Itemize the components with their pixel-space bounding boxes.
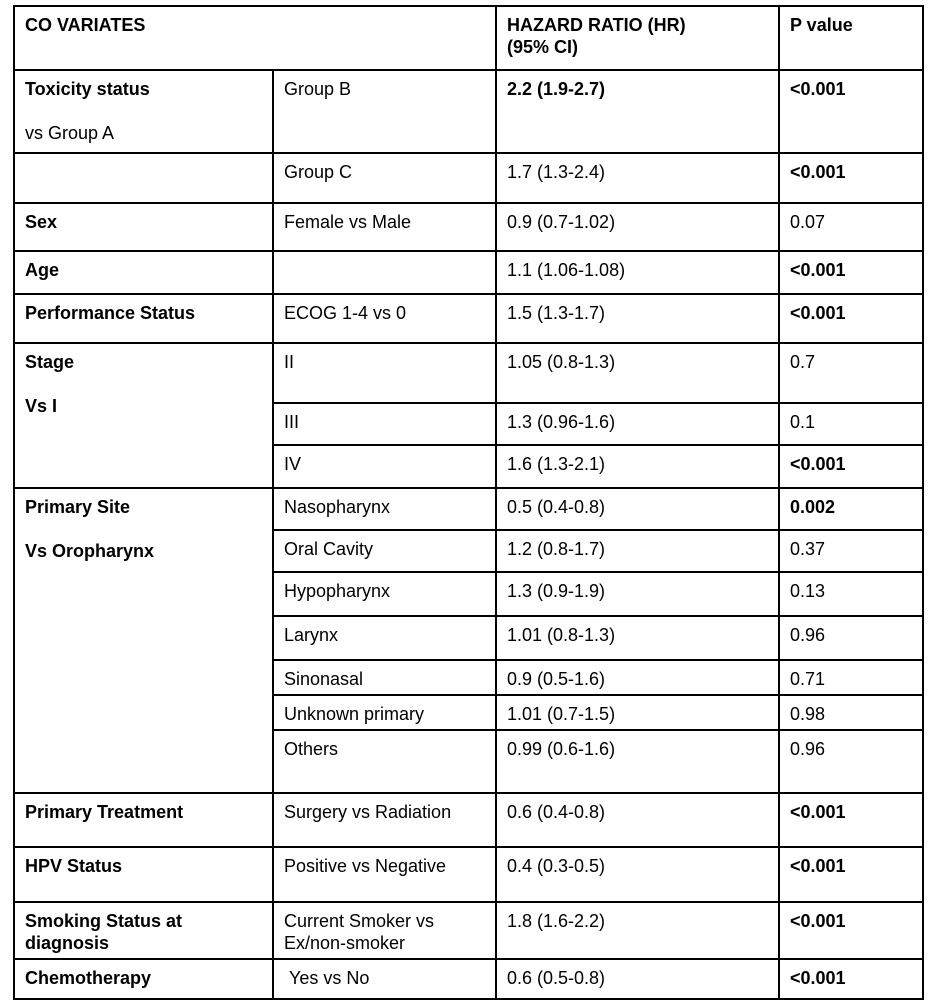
cell-text: <0.001 (790, 802, 846, 822)
cell-text: 1.6 (1.3-2.1) (507, 454, 606, 474)
table-cell (273, 153, 496, 203)
cell-text: 0.37 (790, 539, 826, 559)
table-row (14, 343, 923, 403)
cell-text: 1.3 (0.9-1.9) (507, 581, 606, 601)
cell-text: 0.1 (790, 412, 816, 432)
table-cell (273, 959, 496, 999)
table-cell (14, 251, 273, 294)
cell-text: 0.07 (790, 212, 826, 232)
cell-text: 1.2 (0.8-1.7) (507, 539, 606, 559)
cell-text: Oral Cavity (284, 539, 374, 559)
cell-text: HPV Status (25, 856, 123, 876)
header-cell (14, 6, 496, 70)
table-cell (496, 847, 779, 902)
table-cell (14, 294, 273, 343)
cell-text: <0.001 (790, 303, 846, 323)
cell-text: P value (790, 15, 853, 35)
table-row (14, 847, 923, 902)
cell-text: 1.3 (0.96-1.6) (507, 412, 616, 432)
table-cell (779, 203, 923, 251)
table-cell (14, 488, 273, 793)
table-cell (496, 251, 779, 294)
cell-text: Unknown primary (284, 704, 425, 724)
cell-text: 1.01 (0.8-1.3) (507, 625, 616, 645)
cell-text: Stage (25, 352, 75, 372)
cell-text: 0.98 (790, 704, 826, 724)
cell-text: Smoking Status at diagnosis (25, 911, 188, 953)
table-cell (14, 902, 273, 959)
cell-text (25, 100, 262, 122)
table-cell (273, 530, 496, 572)
table-cell (14, 793, 273, 847)
cell-text: ECOG 1-4 vs 0 (284, 303, 407, 323)
table-cell (779, 660, 923, 695)
table-cell (779, 902, 923, 959)
table-cell (496, 488, 779, 530)
cell-text: 1.7 (1.3-2.4) (507, 162, 606, 182)
table-cell (14, 153, 273, 203)
table-cell (496, 572, 779, 616)
cell-text (25, 518, 262, 540)
table-cell (496, 616, 779, 660)
table-cell (779, 847, 923, 902)
cell-text: 2.2 (1.9-2.7) (507, 79, 606, 99)
table-cell (496, 959, 779, 999)
cell-text: Performance Status (25, 303, 196, 323)
cell-text: 0.4 (0.3-0.5) (507, 856, 606, 876)
table-cell (273, 70, 496, 153)
cell-text: Group C (284, 162, 353, 182)
table-cell (14, 70, 273, 153)
cell-text: <0.001 (790, 856, 846, 876)
cell-text: Yes vs No (284, 968, 370, 988)
table-cell (779, 793, 923, 847)
cell-text: <0.001 (790, 162, 846, 182)
cell-text: Age (25, 260, 60, 280)
table-cell (273, 847, 496, 902)
table-cell (14, 847, 273, 902)
cell-text: Female vs Male (284, 212, 412, 232)
cell-text: CO VARIATES (25, 15, 146, 35)
table-row (14, 902, 923, 959)
cell-text: 0.7 (790, 352, 816, 372)
cell-text: 0.5 (0.4-0.8) (507, 497, 606, 517)
cell-text: 0.9 (0.7-1.02) (507, 212, 616, 232)
table-cell (273, 294, 496, 343)
table-cell (779, 343, 923, 403)
table-container (13, 5, 924, 1000)
table-cell (779, 959, 923, 999)
header-cell (779, 6, 923, 70)
cell-text: 1.05 (0.8-1.3) (507, 352, 616, 372)
cell-text: Current Smoker vs Ex/non-smoker (284, 911, 440, 953)
table-cell (779, 730, 923, 793)
cell-text (25, 373, 262, 395)
table-body (14, 70, 923, 999)
table-cell (779, 616, 923, 660)
table-cell (273, 343, 496, 403)
cell-text: <0.001 (790, 911, 846, 931)
table-row (14, 251, 923, 294)
table-cell (273, 902, 496, 959)
cell-text: Vs I (25, 396, 58, 416)
cell-text: III (284, 412, 300, 432)
cell-text: Sinonasal (284, 669, 364, 689)
table-cell (273, 488, 496, 530)
table-cell (779, 153, 923, 203)
table-cell (779, 572, 923, 616)
cell-text: 1.01 (0.7-1.5) (507, 704, 616, 724)
table-cell (779, 403, 923, 445)
cell-text: <0.001 (790, 968, 846, 988)
table-row (14, 70, 923, 153)
table-cell (496, 294, 779, 343)
cell-text: Surgery vs Radiation (284, 802, 452, 822)
table-cell (273, 660, 496, 695)
table-cell (273, 445, 496, 488)
table-cell (496, 343, 779, 403)
cell-text: HAZARD RATIO (HR) (507, 15, 686, 35)
hazard-ratio-table (13, 5, 924, 1000)
table-cell (779, 445, 923, 488)
table-cell (496, 695, 779, 730)
table-cell (779, 294, 923, 343)
cell-text: Positive vs Negative (284, 856, 447, 876)
cell-text: <0.001 (790, 454, 846, 474)
cell-text: 0.6 (0.4-0.8) (507, 802, 606, 822)
table-cell (779, 530, 923, 572)
table-cell (779, 251, 923, 294)
cell-text: 0.71 (790, 669, 826, 689)
table-cell (779, 695, 923, 730)
cell-text: IV (284, 454, 302, 474)
cell-text: 0.96 (790, 739, 826, 759)
table-cell (496, 660, 779, 695)
table-cell (273, 695, 496, 730)
table-cell (496, 403, 779, 445)
header-row (14, 6, 923, 70)
cell-text: 0.9 (0.5-1.6) (507, 669, 606, 689)
cell-text: Sex (25, 212, 58, 232)
cell-text: Nasopharynx (284, 497, 391, 517)
table-cell (496, 902, 779, 959)
table-cell (273, 251, 496, 294)
cell-text: II (284, 352, 295, 372)
table-cell (779, 488, 923, 530)
table-cell (273, 793, 496, 847)
cell-text: 0.96 (790, 625, 826, 645)
table-cell (779, 70, 923, 153)
table-cell (14, 203, 273, 251)
table-cell (496, 203, 779, 251)
cell-text: Primary Treatment (25, 802, 184, 822)
table-row (14, 959, 923, 999)
cell-text: Chemotherapy (25, 968, 152, 988)
table-row (14, 203, 923, 251)
cell-text: Others (284, 739, 339, 759)
cell-text: Larynx (284, 625, 339, 645)
table-cell (496, 445, 779, 488)
cell-text: 0.002 (790, 497, 836, 517)
table-cell (496, 70, 779, 153)
table-row (14, 793, 923, 847)
cell-text: 1.1 (1.06-1.08) (507, 260, 626, 280)
table-cell (14, 343, 273, 488)
table-cell (496, 153, 779, 203)
cell-text: Primary Site (25, 497, 131, 517)
cell-text: Toxicity status (25, 79, 150, 99)
table-cell (273, 403, 496, 445)
cell-text: 1.5 (1.3-1.7) (507, 303, 606, 323)
cell-text: <0.001 (790, 79, 846, 99)
cell-text: (95% CI) (507, 37, 579, 57)
table-row (14, 294, 923, 343)
cell-text: 0.13 (790, 581, 826, 601)
cell-text: 1.8 (1.6-2.2) (507, 911, 606, 931)
cell-text: vs Group A (25, 123, 115, 143)
cell-text: 0.6 (0.5-0.8) (507, 968, 606, 988)
cell-text: Group B (284, 79, 352, 99)
table-cell (273, 730, 496, 793)
table-cell (273, 572, 496, 616)
cell-text: <0.001 (790, 260, 846, 280)
cell-text: Vs Oropharynx (25, 541, 155, 561)
table-cell (496, 793, 779, 847)
table-cell (496, 530, 779, 572)
table-header (14, 6, 923, 70)
table-cell (273, 203, 496, 251)
table-cell (273, 616, 496, 660)
header-cell (496, 6, 779, 70)
cell-text: Hypopharynx (284, 581, 391, 601)
table-row (14, 153, 923, 203)
cell-text: 0.99 (0.6-1.6) (507, 739, 616, 759)
table-row (14, 488, 923, 530)
table-cell (14, 959, 273, 999)
table-cell (496, 730, 779, 793)
